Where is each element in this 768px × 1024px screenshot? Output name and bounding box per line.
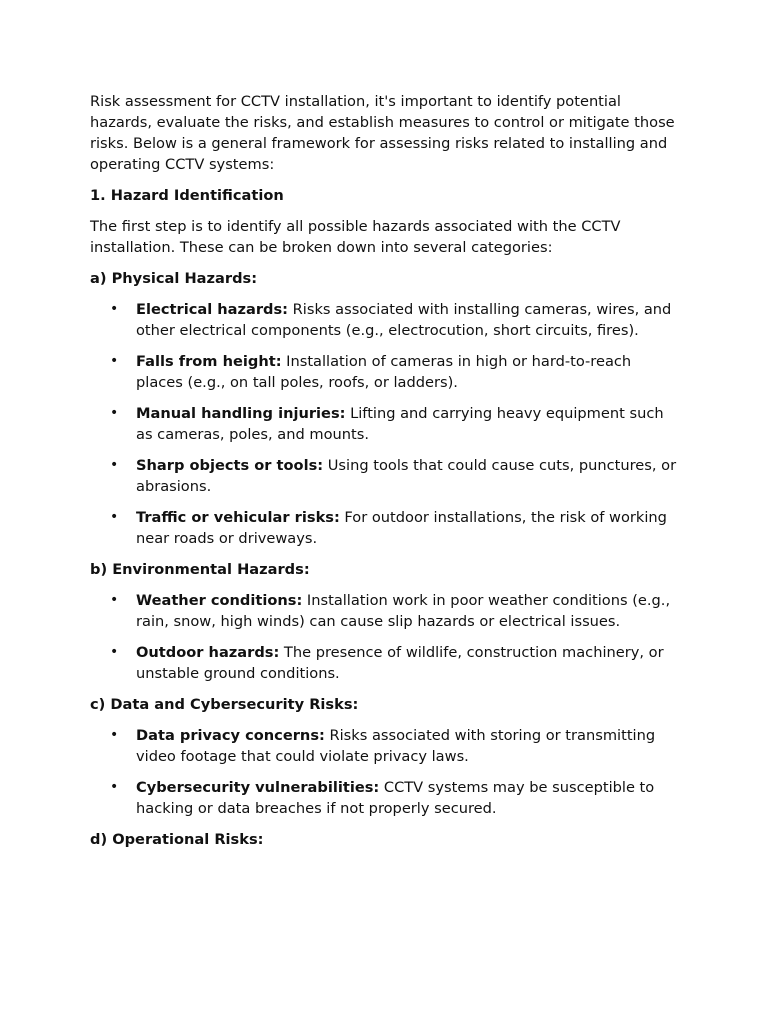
list-item-term: Manual handling injuries: <box>136 405 346 422</box>
physical-hazards-list <box>90 299 680 549</box>
subheading-cybersecurity-risks: c) Data and Cybersecurity Risks: <box>90 696 359 713</box>
list-item-description: Risks associated with installing cameras, wires, and other electrical components (e.g., electrocution, short circuits, fires). <box>136 301 672 339</box>
subheading-physical-hazards: a) Physical Hazards: <box>90 270 258 287</box>
list-item-term: Weather conditions: <box>136 592 303 609</box>
list-item-description: Installation of cameras in high or hard-to-reach places (e.g., on tall poles, roofs, or ladders). <box>136 353 632 391</box>
section-paragraph-hazard-identification: The first step is to identify all possible hazards associated with the CCTV installation. These can be broken down into several categories: <box>90 218 621 256</box>
list-item-description: For outdoor installations, the risk of working near roads or driveways. <box>136 509 667 547</box>
list-item-description: The presence of wildlife, construction machinery, or unstable ground conditions. <box>136 644 664 682</box>
bullet-icon: • <box>110 353 119 369</box>
subheading-environmental-hazards: b) Environmental Hazards: <box>90 561 310 578</box>
bullet-icon: • <box>110 644 119 660</box>
bullet-icon: • <box>110 592 119 608</box>
list-item <box>90 351 680 393</box>
list-item-term: Data privacy concerns: <box>136 727 325 744</box>
list-item <box>90 455 680 497</box>
list-item-term: Cybersecurity vulnerabilities: <box>136 779 380 796</box>
list-item-description: CCTV systems may be susceptible to hacking or data breaches if not properly secured. <box>136 779 655 817</box>
list-item-term: Outdoor hazards: <box>136 644 280 661</box>
subheading-operational-risks: d) Operational Risks: <box>90 831 264 848</box>
cybersecurity-risks-list <box>90 725 680 819</box>
list-item-description: Installation work in poor weather conditions (e.g., rain, snow, high winds) can cause slip hazards or electrical issues. <box>136 592 671 630</box>
bullet-icon: • <box>110 301 119 317</box>
environmental-hazards-list <box>90 590 680 684</box>
list-item <box>90 507 680 549</box>
list-item-term: Traffic or vehicular risks: <box>136 509 340 526</box>
list-item <box>90 299 680 341</box>
list-item <box>90 590 680 632</box>
list-item-description: Risks associated with storing or transmitting video footage that could violate privacy laws. <box>136 727 656 765</box>
list-item-term: Electrical hazards: <box>136 301 289 318</box>
document-page <box>90 91 680 860</box>
bullet-icon: • <box>110 779 119 795</box>
bullet-icon: • <box>110 405 119 421</box>
list-item-description: Lifting and carrying heavy equipment such as cameras, poles, and mounts. <box>136 405 664 443</box>
list-item-description: Using tools that could cause cuts, punctures, or abrasions. <box>136 457 677 495</box>
section-heading-hazard-identification: 1. Hazard Identification <box>90 187 284 204</box>
list-item <box>90 642 680 684</box>
intro-paragraph: Risk assessment for CCTV installation, it's important to identify potential hazards, evaluate the risks, and establish measures to control or mitigate those risks. Below is a general framework for assessing risks related to installing and operating CCTV systems: <box>90 93 675 173</box>
list-item <box>90 725 680 767</box>
list-item-term: Sharp objects or tools: <box>136 457 324 474</box>
list-item <box>90 403 680 445</box>
list-item-term: Falls from height: <box>136 353 282 370</box>
bullet-icon: • <box>110 509 119 525</box>
bullet-icon: • <box>110 727 119 743</box>
list-item <box>90 777 680 819</box>
bullet-icon: • <box>110 457 119 473</box>
